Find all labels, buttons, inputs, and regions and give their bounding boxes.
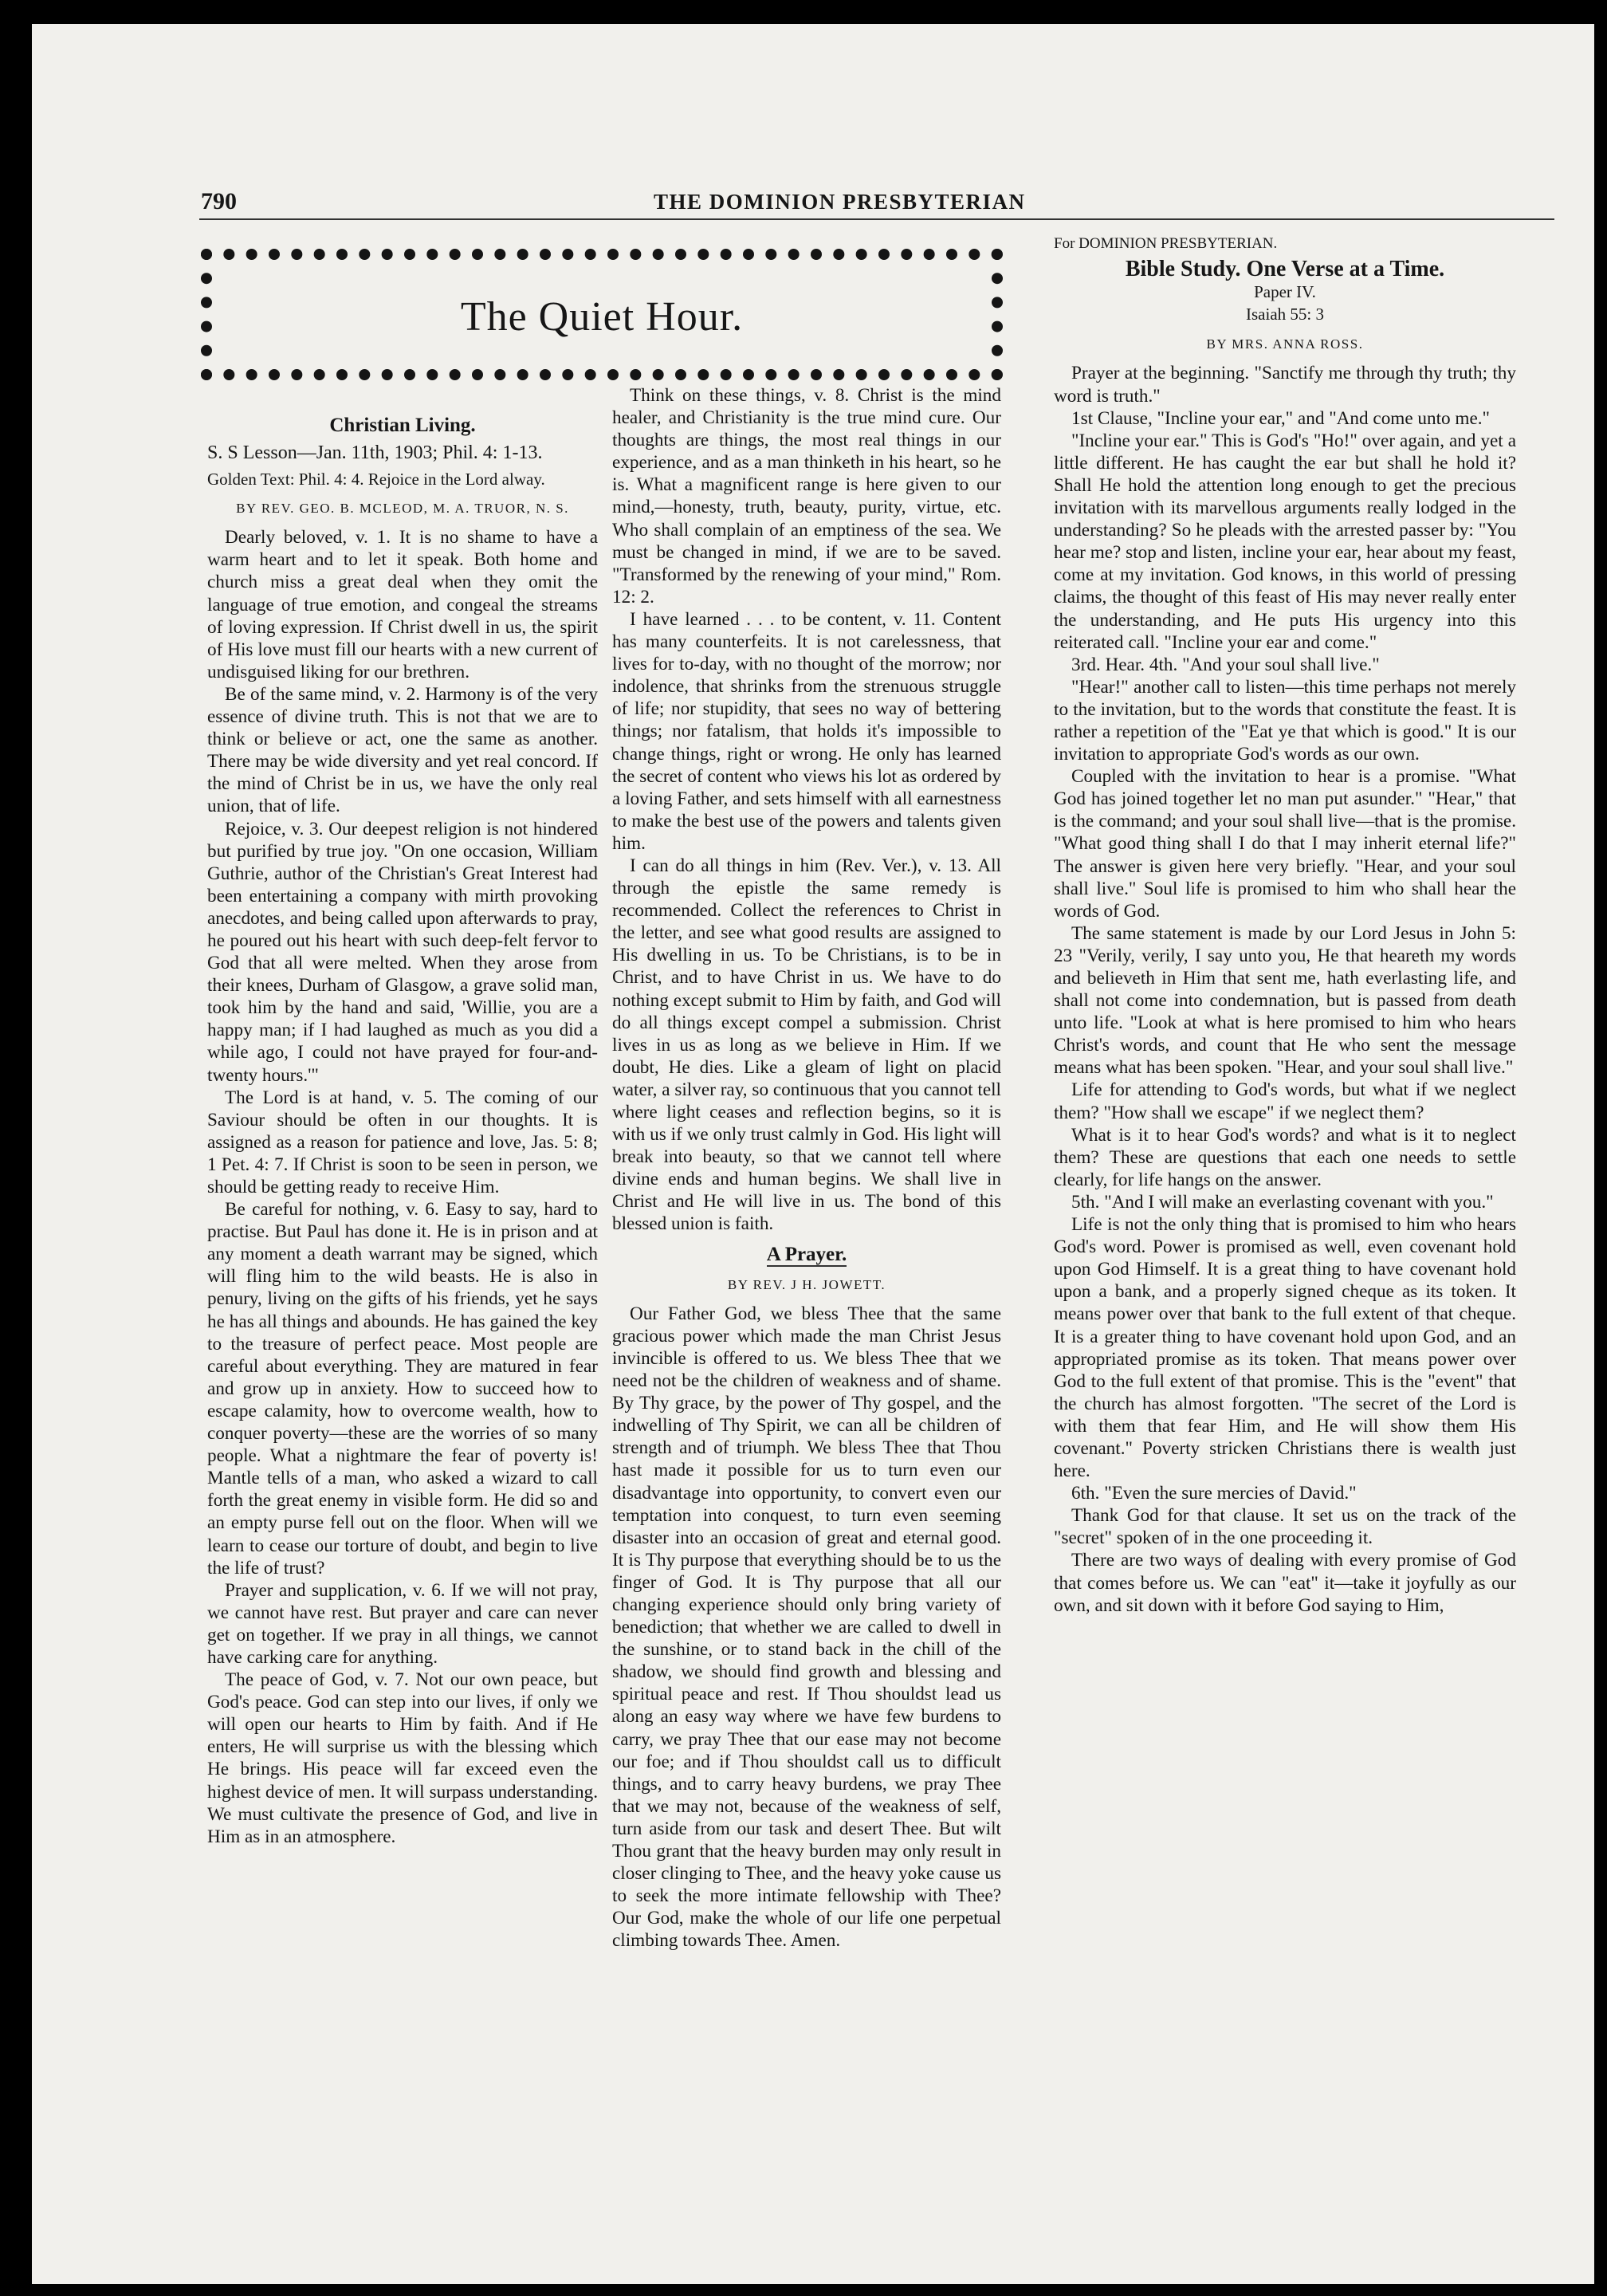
lesson-paragraph: I can do all things in him (Rev. Ver.), v. 13. All through the epistle the same remedy is recommended. Collect the references to Christ in the letter, and see what good results are assigned to His dwelling in us. To be Christians, is to be in Christ, and to have Christ in us. We have to do nothing except submit to Him by faith, and God will do all things except compel a submission. Christ lives in us as long as we believe in Him. If we doubt, He dies. Like a gleam of light on placid water, a silver ray, so continuous that you cannot tell where light ceases and reflection begins, so it is with us if we only trust calmly in God. His light will break into beauty, so that we cannot tell where divine ends and human begins. We shall live in Christ and He will live in us. The bond of this blessed union is faith. <box>612 855 1001 1235</box>
column-3 <box>1054 233 1516 1617</box>
bible-study-paragraph: What is it to hear God's words? and what is it to neglect them? These are questions that each one needs to settle clearly, for life hangs on the answer. <box>1054 1124 1516 1190</box>
bible-study-paragraph: 1st Clause, "Incline your ear," and "And come unto me." <box>1071 407 1491 429</box>
bible-study-paragraph: The same statement is made by our Lord Jesus in John 5: 23 "Verily, verily, I say unto you, He that heareth my words and believeth in Him that sent me, hath everlasting life, and shall not come into condemnation, but is passed from death unto life. "Look at what is here promised to him who hears Christ's words, and count that He who sent the message means what has been spoken. "Hear, and your soul shall live." <box>1054 922 1516 1079</box>
quiet-hour-banner <box>201 249 1003 380</box>
running-head <box>32 188 1594 220</box>
column-2 <box>612 384 1001 1952</box>
bible-study-paragraph: Prayer at the beginning. "Sanctify me through thy truth; thy word is truth." <box>1054 363 1516 407</box>
bible-study-byline: BY MRS. ANNA ROSS. <box>1206 336 1364 352</box>
prayer-title <box>612 1244 1001 1266</box>
lesson-paragraph: The Lord is at hand, v. 5. The coming of our Saviour should be often in our thoughts. It is assigned as a reason for patience and love, Jas. 5: 8; 1 Pet. 4: 7. If Christ is soon to be seen in person, we should be getting ready to receive Him. <box>207 1087 598 1197</box>
paper-title: THE DOMINION PRESBYTERIAN <box>654 190 1026 214</box>
bible-study-paragraph: There are two ways of dealing with every promise of God that comes before us. We can "eat" it—take it joyfully as our own, and sit down with it before God saying to Him, <box>1054 1550 1516 1616</box>
prayer-byline: BY REV. J H. JOWETT. <box>727 1276 886 1292</box>
page-number: 790 <box>201 188 237 214</box>
bible-study-for-line: For DOMINION PRESBYTERIAN. <box>1054 235 1278 252</box>
lesson-paragraph: Prayer and supplication, v. 6. If we will not pray, we cannot have rest. But prayer and care can never get on together. If we pray in all things, we cannot have carking care for anything. <box>207 1579 598 1668</box>
lesson-paragraph: Be of the same mind, v. 2. Harmony is of the very essence of divine truth. This is not that we are to think or believe or act, one the same as another. There may be wide diversity and yet real concord. If the mind of Christ be in us, we have the only real union, that of life. <box>207 683 598 817</box>
newspaper-page <box>32 24 1594 2284</box>
prayer-title-text: A Prayer. <box>766 1243 847 1265</box>
column-1 <box>207 407 598 1848</box>
lesson-paragraph: Be careful for nothing, v. 6. Easy to say, hard to practise. But Paul has done it. He is in prison and at any moment a death warrant may be signed, which will fling him to the wild beasts. He is also in penury, living on the gifts of his friends, yet he says he has all things and abounds. He has gained the key to the treasure of perfect peace. Most people are careful about everything. They are matured in fear and grow up in anxiety. How to succeed how to escape calamity, how to overcome wealth, how to conquer poverty—these are the worries of so many people. What a nightmare the fear of poverty is! Mantle tells of a man, who asked a wizard to call forth the great enemy in visible form. He did so and an empty purse fell out on the floor. When will we learn to cease our torture of doubt, and begin to live the life of trust? <box>207 1199 598 1578</box>
bible-study-paragraph: Life is not the only thing that is promised to him who hears God's word. Power is promised as well, even covenant hold upon God Himself. It is a great thing to have covenant hold upon a bank, and a properly signed cheque as its token. It means power over that bank to the full extent of that cheque. It is a greater thing to have covenant hold upon God, and an appropriated promise as its token. That means power over God to the full extent of that promise. This is the "event" that the church has almost forgotten. "The secret of the Lord is with them that fear Him, and He will show them His covenant." Poverty stricken Christians there is wealth just here. <box>1054 1214 1516 1482</box>
bible-study-paragraph: 5th. "And I will make an everlasting covenant with you." <box>1071 1191 1494 1213</box>
bible-study-paragraph: 3rd. Hear. 4th. "And your soul shall live." <box>1071 654 1380 675</box>
bible-study-verse: Isaiah 55: 3 <box>1246 305 1324 324</box>
bible-study-paragraph: 6th. "Even the sure mercies of David." <box>1071 1483 1357 1504</box>
bible-study-paragraph: Coupled with the invitation to hear is a promise. "What God has joined together let no man put asunder." "Hear," that is the command; and your soul shall live—that is the promise. "What good thing shall I do that I may inherit eternal life?" The answer is given here very briefly. "Hear, and your soul shall live." Soul life is promised to him who shall hear the words of God. <box>1054 766 1516 922</box>
bible-study-paragraph: Life for attending to God's words, but what if we neglect them? "How shall we escape" if we neglect them? <box>1054 1079 1516 1123</box>
bible-study-paragraph: Thank God for that clause. It set us on the track of the "secret" spoken of in the one proceeding it. <box>1054 1505 1516 1549</box>
lesson-byline: BY REV. GEO. B. MCLEOD, M. A. TRUOR, N. S. <box>236 501 569 517</box>
golden-text: Golden Text: Phil. 4: 4. Rejoice in the Lord alway. <box>207 470 545 489</box>
bible-study-paragraph: "Incline your ear." This is God's "Ho!" over again, and yet a little different. He has caught the ear but shall he hold it? Shall He hold the attention long enough to get the precious invitation with its marvellous arguments really lodged in the understanding? So he pleads with the arrested passer by: "You hear me? stop and listen, incline your ear, hear about my feast, come at my invitation. God knows, in this world of pressing claims, the thought of this feast of His may never really enter the understanding, and He puts His urgency into this reiterated call. "Incline your ear and come." <box>1054 430 1516 653</box>
lesson-paragraph: Think on these things, v. 8. Christ is the mind healer, and Christianity is the true mind cure. Our thoughts are things, the most real things in our experience, and as a man thinketh in his heart, so he is. What a magnificent range is here given to our mind,—honesty, truth, beauty, purity, virtue, etc. Who shall complain of an emptiness of the sea. We must be changed in mind, if we are to be saved. "Transformed by the renewing of your mind," Rom. 12: 2. <box>612 385 1001 607</box>
lesson-paragraph: The peace of God, v. 7. Not our own peace, but God's peace. God can step into our lives, if only we will open our hearts to Him by faith. And if He enters, He will surprise us with the blessing which He brings. His peace will far exceed even the highest device of men. It will surpass understanding. We must cultivate the presence of God, and live in Him as in an atmosphere. <box>207 1669 598 1847</box>
lesson-title: Christian Living. <box>329 415 476 436</box>
prayer-text: Our Father God, we bless Thee that the same gracious power which made the man Christ Jesus invincible is offered to us. We bless Thee that we need not be the children of weakness and of shame. By Thy grace, by the power of Thy gospel, and the indwelling of Thy Spirit, we can all be children of strength and of triumph. We bless Thee that Thou hast made it possible for us to turn even our disadvantage into opportunity, to convert even our temptation into conquest, to turn even seeming disaster into an occasion of great and eternal good. It is Thy purpose that everything should be to us the finger of God. It is Thy purpose that all our changing experience should only bring variety of benediction; that whether we are called to dwell in the sunshine, or to stand back in the chill of the shadow, we should find growth and blessing and spiritual peace and rest. If Thou shouldst lead us along an easy way where we have few burdens to carry, we pray Thee that our ease may not become our foe; and if Thou shouldst call us to difficult things, and to carry heavy burdens, we pray Thee that we may not, because of the weakness of self, turn aside from our task and desert Thee. But wilt Thou grant that the heavy burden may only result in closer clinging to Thee, and the heavy yoke cause us to seek the more intimate fellowship with Thee? Our God, make the whole of our life one perpetual climbing towards Thee. Amen. <box>612 1303 1001 1952</box>
bible-study-paper: Paper IV. <box>1254 282 1316 302</box>
lesson-reference: S. S Lesson—Jan. 11th, 1903; Phil. 4: 1-13. <box>207 442 543 464</box>
bible-study-title: Bible Study. One Verse at a Time. <box>1125 257 1445 282</box>
bible-study-paragraph: "Hear!" another call to listen—this time perhaps not merely to the invitation, but to the words that constitute the feast. It is rather a repetition of the "Eat ye that which is good." It is our invitation to appropriate God's words as our own. <box>1054 676 1516 765</box>
lesson-paragraph: Rejoice, v. 3. Our deepest religion is not hindered but purified by true joy. "On one occasion, William Guthrie, author of the Christian's Great Interest had been entertaining a company with mirth provoking anecdotes, and being called upon afterwards to pray, he poured out his heart with such deep-felt fervor to God that all were melted. When they arose from their knees, Durham of Glasgow, a grave solid man, took him by the hand and said, 'Willie, you are a happy man; if I had laughed as much as you did a while ago, I could not have prayed for four-and-twenty hours.'" <box>207 818 598 1086</box>
lesson-paragraph: Dearly beloved, v. 1. It is no shame to have a warm heart and to let it speak. Both home and church miss a great deal when they omit the language of true emotion, and congeal the streams of loving expression. If Christ dwell in us, the spirit of His love must fill our hearts with a new current of undisguised liking for our brethren. <box>207 527 598 682</box>
header-rule <box>199 218 1554 220</box>
lesson-paragraph: I have learned . . . to be content, v. 11. Content has many counterfeits. It is not carelessness, that lives for to-day, with no thought of the morrow; nor indolence, that shrinks from the strenuous struggle of life; nor stupidity, that sees no way of bettering things; nor fatalism, that holds it's impossible to change things, right or wrong. He only has learned the secret of content who views his lot as ordered by a loving Father, and sets himself with all earnestness to make the best use of the powers and talents given him. <box>612 608 1001 854</box>
banner-title: The Quiet Hour. <box>460 294 744 340</box>
